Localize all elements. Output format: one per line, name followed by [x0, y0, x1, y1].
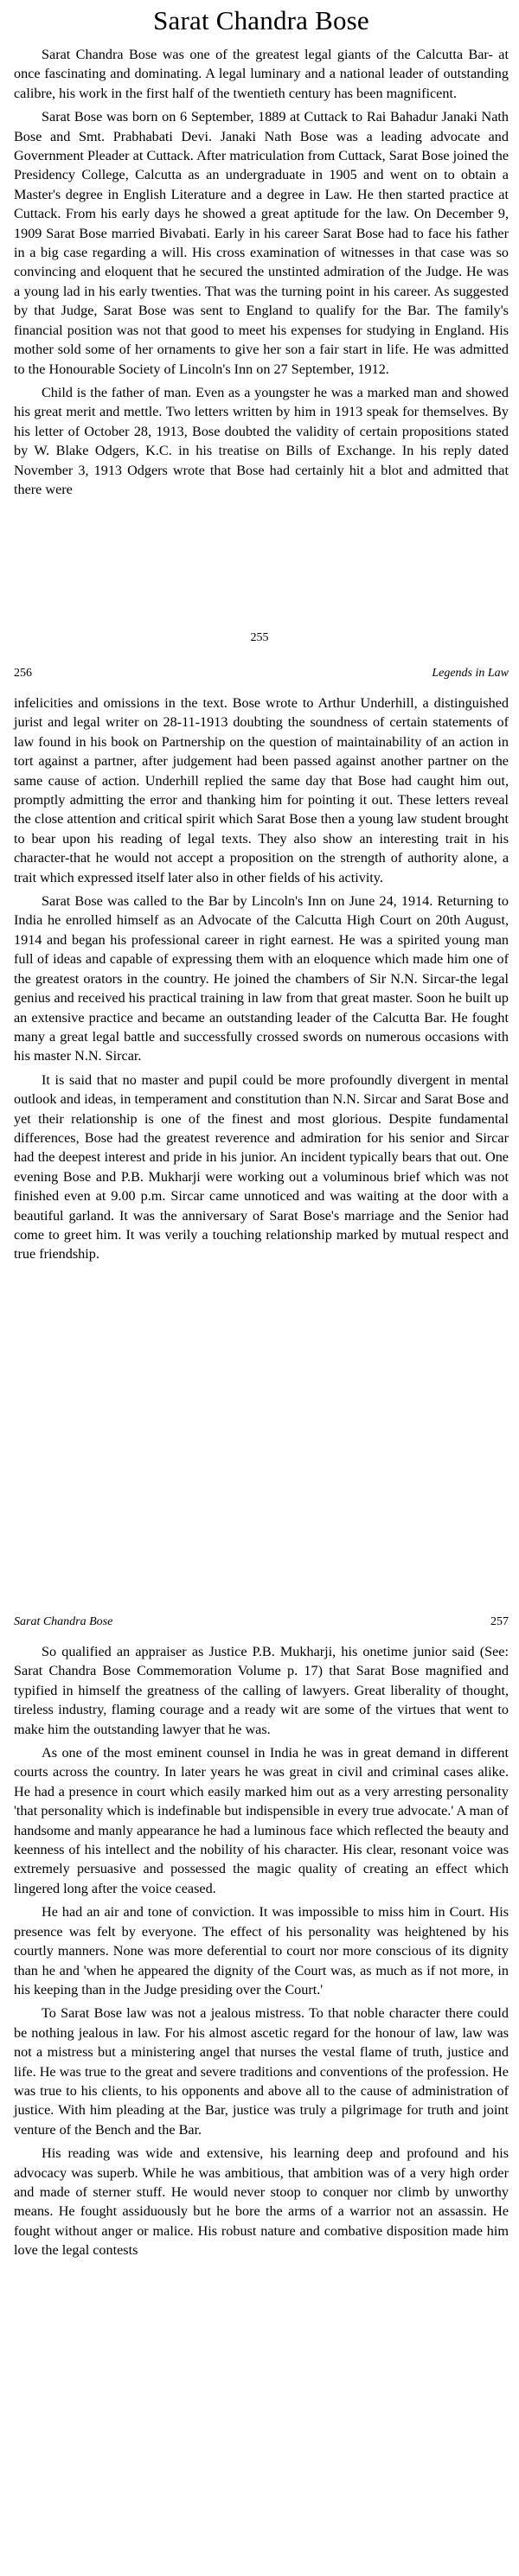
page-number: 256 — [14, 667, 32, 680]
paragraph: To Sarat Bose law was not a jealous mistress. To that noble character there could be nothing jealous in law. For his almost ascetic regard for the honour of law, law was not a mistress but a ministering angel that nurses the vestal flame of truth, justice and life. He was true to the great and severe traditions and conventions of the profession. He was true to his clients, to his opponents and above all to the cause of administration of justice. With him pleading at the Bar, justice was truly a pilgrimage for truth and joint venture of the Bench and the Bar. — [14, 2005, 509, 2138]
paragraph: Sarat Bose was born on 6 September, 1889 at Cuttack to Rai Bahadur Janaki Nath Bose and Smt. Prabhabati Devi. Janaki Nath Bose was a leading advocate and Government Pleader at Cuttack. After matriculation from Cuttack, Sarat Bose joined the Presidency College, Calcutta as an undergraduate in 1905 and went on to obtain a Master's degree in English Literature and a degree in Law. He then started practice at Cuttack. From his early days he showed a great aptitude for the law. On December 9, 1909 Sarat Bose married Bivabati. Early in his career Sarat Bose had to face his father in a big case regarding a will. His cross examination of witnesses in that case was so convincing and eloquent that he secured the unstinted admiration of the Judge. He was a young lad in his early twenties. That was the turning point in his career. As suggested by that Judge, Sarat Bose was sent to England to qualify for the Bar. The family's financial position was not that good to meet his expenses for studying in England. His mother sold some of her ornaments to give her son a fair start in life. He was admitted to the Honourable Society of Lincoln's Inn on 27 September, 1912. — [14, 109, 509, 377]
chapter-title: Sarat Chandra Bose — [153, 5, 369, 35]
paragraph: It is said that no master and pupil could be more profoundly divergent in mental outlook and ideas, in temperament and constitution than N.N. Sircar and Sarat Bose and yet their relationship is one of the finest and most glorious. Despite fundamental differences, Bose had the greatest reverence and admiration for his senior and Sircar had the deepest interest and pride in his junior. An incident typically bears that out. One evening Bose and P.B. Mukharji were working out a voluminous brief which was not finished even at 9.00 p.m. Sircar came unnoticed and was waiting at the door with a beautiful garland. It was the anniversary of Sarat Bose's marriage and the Senior had come to greet him. It was verily a touching relationship marked by mutual respect and true friendship. — [14, 1071, 509, 1262]
page-number: 257 — [490, 1615, 509, 1628]
running-title: Legends in Law — [432, 667, 509, 680]
page-number: 255 — [250, 631, 269, 644]
paragraph: Child is the father of man. Even as a youngster he was a marked man and showed his great merit and mettle. Two letters written by him in 1913 speak for themselves. By his letter of October 28, 1913, Bose doubted the validity of certain propositions stated by W. Blake Odgers, K.C. in his treatise on Bills of Exchange. In his reply dated November 3, 1913 Odgers wrote that Bose had certainly hit a blot and admitted that there were — [14, 384, 509, 497]
paragraph: His reading was wide and extensive, his learning deep and profound and his advocacy was superb. While he was ambitious, that ambition was of a very high order and made of sterner stuff. He would never stoop to conquer nor climb by unworthy means. He fought assiduously but he bore the arms of a warrior not an assassin. He fought without anger or malice. His robust nature and combative disposition made him love the legal contests — [14, 2145, 509, 2259]
paragraph: He had an air and tone of conviction. It was impossible to miss him in Court. His presence was felt by everyone. The effect of his personality was heightened by his courtly manners. None was more deferential to court nor more conscious of its dignity than he and 'when he appeared the dignity of the Court was, as much as if not more, in his keeping than in the Judge presiding over the Court.' — [14, 1904, 509, 1998]
paragraph: infelicities and omissions in the text. Bose wrote to Arthur Underhill, a distinguished jurist and legal writer on 28-11-1913 doubting the soundness of certain statements of law found in his book on Partnership on the question of maintainability of an action in tort against a partner, after judgement had been passed against another partner on the same cause of action. Underhill replied the same day that Bose had caught him out, promptly admitting the error and thanking him for pointing it out. These letters reveal the close attention and critical spirit which Sarat Bose then a young law student brought to bear upon his reading of legal texts. They also show an interesting trait in his character-that he would not accept a proposition on the strength of authority alone, a trait which expressed itself later also in other fields of his activity. — [14, 695, 509, 885]
running-title: Sarat Chandra Bose — [14, 1615, 113, 1628]
paragraph: As one of the most eminent counsel in India he was in great demand in different courts across the country. In later years he was great in civil and criminal cases alike. He had a presence in court which easily marked him out as a very arresting personality 'that personality which is indefinable but indispensible in every true advocate.' A man of handsome and manly appearance he had a luminous face which reflected the beauty and keenness of his intellect and the nobility of his character. His clear, resonant voice was extremely persuasive and possessed the magic quality of creating an effect which lingered long after the voice ceased. — [14, 1745, 509, 1896]
page-257 — [0, 1613, 519, 2576]
page-255 — [0, 0, 519, 664]
running-header — [14, 1613, 509, 1632]
paragraph: Sarat Chandra Bose was one of the greatest legal giants of the Calcutta Bar- at once fascinating and dominating. A legal luminary and a national leader of outstanding calibre, his work in the first half of the twentieth century has been magnificent. — [14, 47, 509, 101]
running-header — [14, 664, 509, 683]
paragraph: So qualified an appraiser as Justice P.B. Mukharji, his onetime junior said (See: Sarat Chandra Bose Commemoration Volume p. 17) that Sarat Bose magnified and typified in himself the greatness of the calling of lawyers. Great liberality of thought, tireless industry, flaming courage and a ready wit are some of the virtues that went to make him the outstanding lawyer that he was. — [14, 1644, 509, 1737]
page-256 — [0, 664, 519, 1613]
paragraph: Sarat Bose was called to the Bar by Lincoln's Inn on June 24, 1914. Returning to India he enrolled himself as an Advocate of the Calcutta High Court on 20th August, 1914 and began his professional career in right earnest. He was a spirited young man full of ideas and capable of expressing them with an eloquence which made him one of the greatest orators in the country. He joined the chambers of Sir N.N. Sircar-the legal genius and received his practical training in law from that great master. Soon he built up an extensive practice and became an outstanding leader of the Calcutta Bar. He fought many a great legal battle and successfully crossed swords on numerous occasions with his master N.N. Sircar. — [14, 893, 509, 1064]
